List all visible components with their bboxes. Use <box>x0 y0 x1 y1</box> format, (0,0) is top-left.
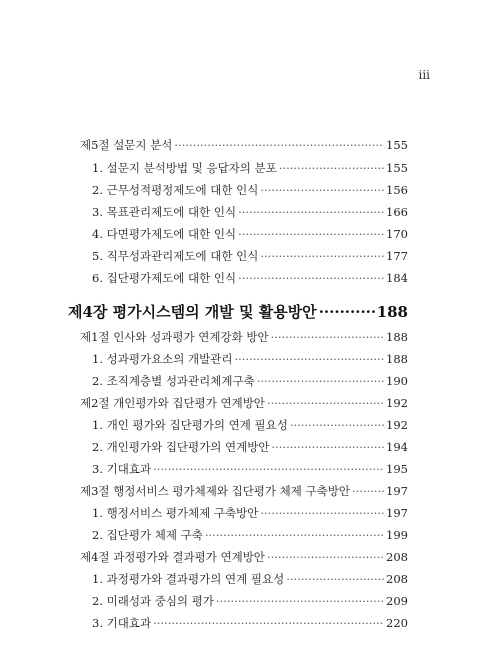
toc-page: 177 <box>386 249 408 263</box>
toc-page: 156 <box>386 183 408 197</box>
toc-page: 188 <box>386 330 408 344</box>
toc-leader <box>216 594 384 608</box>
toc-leader <box>271 330 384 344</box>
toc-title: 5. 직무성과관리제도에 대한 인식 <box>92 249 259 263</box>
toc-leader <box>290 418 384 432</box>
toc-leader <box>286 572 384 586</box>
toc-leader <box>267 550 384 564</box>
toc-subsection <box>92 226 408 244</box>
toc-page: 220 <box>386 616 408 630</box>
toc-subsection <box>92 160 408 178</box>
toc-subsection <box>92 351 408 369</box>
toc-section <box>80 329 408 347</box>
toc-page: 170 <box>386 227 408 241</box>
toc-title: 3. 기대효과 <box>92 616 152 630</box>
toc-subsection <box>92 417 408 435</box>
toc-chapter <box>68 301 408 323</box>
toc-leader <box>234 352 384 366</box>
toc-page: 197 <box>386 506 408 520</box>
toc-page: 155 <box>386 161 408 175</box>
toc-title: 2. 미래성과 중심의 평가 <box>92 594 214 608</box>
toc-title: 제4절 과정평가와 결과평가 연계방안 <box>80 550 265 564</box>
toc-title: 2. 개인평가와 집단평가의 연계방안 <box>92 440 270 454</box>
toc-page: 192 <box>386 418 408 432</box>
toc-section <box>80 549 408 567</box>
toc-leader <box>153 462 384 476</box>
toc-leader <box>279 161 384 175</box>
toc-subsection <box>92 461 408 479</box>
toc-section <box>80 137 408 155</box>
toc-page: 192 <box>386 396 408 410</box>
toc-page: 188 <box>376 303 408 321</box>
toc-leader <box>352 484 384 498</box>
toc-page: 155 <box>386 138 408 152</box>
toc-title: 3. 목표관리제도에 대한 인식 <box>92 205 237 219</box>
toc-page: 166 <box>386 205 408 219</box>
toc-page: 194 <box>386 440 408 454</box>
toc-leader <box>238 271 384 285</box>
toc-title: 2. 근무성적평정제도에 대한 인식 <box>92 183 259 197</box>
toc-subsection <box>92 248 408 266</box>
toc-leader <box>257 374 384 388</box>
toc-title: 2. 조직계층별 성과관리체계구축 <box>92 374 255 388</box>
toc-title: 1. 행정서비스 평가체제 구축방안 <box>92 506 259 520</box>
toc-title: 제4장 평가시스템의 개발 및 활용방안 <box>68 303 317 321</box>
toc-page: 188 <box>386 352 408 366</box>
toc-subsection <box>92 593 408 611</box>
toc-title: 4. 다면평가제도에 대한 인식 <box>92 227 237 241</box>
toc-title: 제3절 행정서비스 평가체제와 집단평가 체제 구축방안 <box>80 484 350 498</box>
toc-page: 208 <box>386 572 408 586</box>
toc-leader <box>153 616 384 630</box>
toc-subsection <box>92 615 408 633</box>
toc-section <box>80 395 408 413</box>
toc-leader <box>260 183 384 197</box>
toc-subsection <box>92 505 408 523</box>
toc-subsection <box>92 182 408 200</box>
toc-page: 184 <box>386 271 408 285</box>
toc-leader <box>260 506 384 520</box>
toc-leader <box>319 303 375 321</box>
toc-leader <box>205 528 384 542</box>
toc-title: 제2절 개인평가와 집단평가 연계방안 <box>80 396 265 410</box>
toc-subsection <box>92 204 408 222</box>
toc-subsection <box>92 270 408 288</box>
toc-page: 190 <box>386 374 408 388</box>
toc-page: 208 <box>386 550 408 564</box>
toc-title: 1. 개인 평가와 집단평가의 연계 필요성 <box>92 418 288 432</box>
toc-subsection <box>92 373 408 391</box>
toc-leader <box>260 249 384 263</box>
toc-title: 1. 설문지 분석방법 및 응답자의 분포 <box>92 161 277 175</box>
toc-subsection <box>92 439 408 457</box>
toc-leader <box>238 205 384 219</box>
toc-leader <box>238 227 384 241</box>
toc-leader <box>267 396 384 410</box>
toc-title: 6. 집단평가제도에 대한 인식 <box>92 271 237 285</box>
toc-leader <box>174 138 384 152</box>
toc-leader <box>271 440 384 454</box>
toc-section <box>80 483 408 501</box>
toc-title: 2. 집단평가 체제 구축 <box>92 528 203 542</box>
page-number: iii <box>418 68 430 82</box>
toc-page: 197 <box>386 484 408 498</box>
toc-page: 209 <box>386 594 408 608</box>
toc-title: 제5절 설문지 분석 <box>80 138 173 152</box>
toc-page: 199 <box>386 528 408 542</box>
toc-page: 195 <box>386 462 408 476</box>
toc-subsection <box>92 571 408 589</box>
toc-title: 제1절 인사와 성과평가 연계강화 방안 <box>80 330 269 344</box>
toc-title: 1. 성과평가요소의 개발관리 <box>92 352 233 366</box>
toc-subsection <box>92 527 408 545</box>
toc-title: 1. 과정평가와 결과평가의 연계 필요성 <box>92 572 285 586</box>
toc-title: 3. 기대효과 <box>92 462 152 476</box>
